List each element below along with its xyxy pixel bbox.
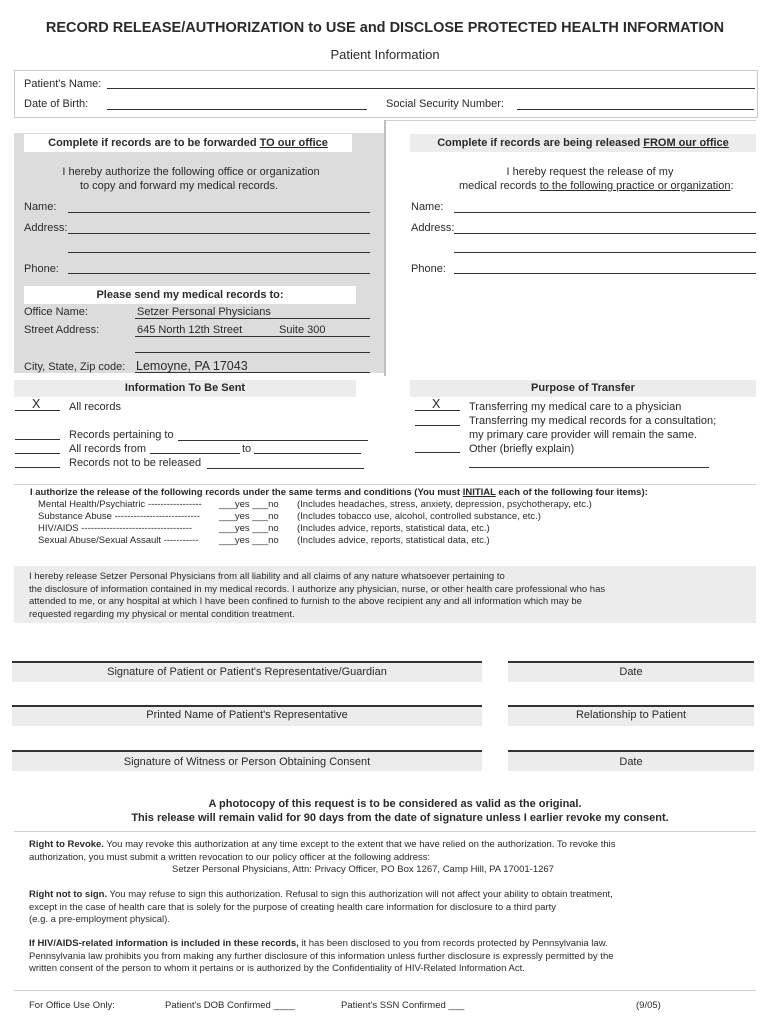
release-line: the disclosure of information contained in my medical records. I authorize any physician, nurse, or other health care professional who has: [29, 583, 606, 595]
notsign-line2: except in the case of health care that is solely for the purpose of creating health care information for disclosure to a third party: [29, 901, 557, 913]
condition-label: HIV/AIDS -----------------------------------: [38, 523, 193, 534]
hiv-line1: it has been disclosed to you from records protected by Pennsylvania law.: [298, 938, 608, 949]
right-not-to-sign: [29, 889, 613, 927]
purpose-other-field[interactable]: [469, 467, 709, 468]
hiv-title: If HIV/AIDS-related information is included in these records,: [29, 938, 299, 949]
all-records-mark: X: [32, 397, 41, 411]
printed-name-label: Printed Name of Patient's Representative: [146, 709, 348, 721]
all-records-check[interactable]: [15, 410, 60, 411]
from-office-header-underlined: FROM our office: [643, 137, 729, 149]
notsign-first-line: [29, 889, 613, 902]
revision-date: (9/05): [636, 1000, 661, 1011]
purpose-mark: X: [432, 397, 441, 411]
send-records-header: Please send my medical records to:: [24, 286, 356, 304]
city-label: City, State, Zip code:: [24, 361, 126, 373]
from-name-field[interactable]: [454, 212, 756, 213]
records-to-field[interactable]: [254, 453, 361, 454]
page-title: RECORD RELEASE/AUTHORIZATION to USE and DISCLOSE PROTECTED HEALTH INFORMATION: [45, 20, 725, 36]
to-office-auth-line1: I hereby authorize the following office or organization: [62, 166, 320, 178]
revoke-address: Setzer Personal Physicians, Attn: Privacy Officer, PO Box 1267, Camp Hill, PA 17001-1267: [172, 864, 554, 875]
from-office-req-line1: I hereby request the release of my: [506, 166, 674, 178]
dob-label: Date of Birth:: [24, 98, 89, 110]
purpose-line3: my primary care provider will remain the same.: [469, 429, 698, 441]
city-field[interactable]: [135, 372, 370, 373]
from-office-header: [410, 134, 756, 152]
conditions-intro-prefix: I authorize the release of the following records under the same terms and conditions (You must: [30, 487, 463, 498]
conditions-intro-suffix: each of the following four items):: [495, 487, 648, 498]
from-check[interactable]: [15, 453, 60, 454]
all-records-from-label: All records from: [69, 443, 147, 455]
from-req-underlined: to the following practice or organization: [539, 180, 731, 192]
condition-label: Sexual Abuse/Sexual Assault -----------: [38, 535, 199, 546]
to-phone-field[interactable]: [68, 273, 370, 274]
patient-signature-label: Signature of Patient or Patient's Representative/Guardian: [107, 666, 387, 678]
notsign-title: Right not to sign.: [29, 889, 108, 900]
info-sent-header: Information To Be Sent: [14, 380, 356, 397]
ssn-label: Social Security Number:: [386, 98, 504, 110]
hiv-line3: written consent of the person to whom it pertains or is authorized by the Confidentiality of HIV-Related Information Act.: [29, 963, 525, 974]
office-name-value: Setzer Personal Physicians: [137, 306, 271, 318]
conditions-intro: [30, 487, 648, 499]
condition-label: Mental Health/Psychiatric -----------------: [38, 499, 202, 510]
condition-answer[interactable]: ___yes ___no: [219, 511, 279, 522]
hiv-notice: [29, 938, 614, 976]
revoke-line2: authorization, you must submit a written revocation to our policy officer at the following address:: [29, 851, 431, 863]
from-name-label: Name:: [411, 201, 444, 213]
purpose-line2: Transferring my medical records for a consultation;: [469, 415, 717, 427]
patient-name-label: Patient's Name:: [24, 78, 102, 90]
not-released-check[interactable]: [15, 467, 60, 468]
to-office-auth-line2: to copy and forward my medical records.: [79, 180, 279, 192]
revoke-title: Right to Revoke.: [29, 839, 104, 850]
condition-note: (Includes advice, reports, statistical data, etc.): [297, 535, 490, 546]
office-name-label: Office Name:: [24, 306, 88, 318]
office-use-label: For Office Use Only:: [29, 1000, 115, 1011]
condition-note: (Includes advice, reports, statistical data, etc.): [297, 523, 490, 534]
from-address-field-2[interactable]: [454, 252, 756, 253]
page-subtitle: Patient Information: [330, 47, 440, 62]
condition-note: (Includes headaches, stress, anxiety, depression, psychotherapy, etc.): [297, 499, 592, 510]
street-address-field-2[interactable]: [135, 352, 370, 353]
from-address-label: Address:: [411, 222, 455, 234]
purpose-check-3[interactable]: [415, 452, 460, 453]
from-phone-field[interactable]: [454, 273, 756, 274]
to-name-field[interactable]: [68, 212, 370, 213]
ssn-field[interactable]: [517, 109, 754, 110]
from-office-req-line2: [459, 180, 734, 193]
condition-answer[interactable]: ___yes ___no: [219, 499, 279, 510]
purpose-line4: Other (briefly explain): [469, 443, 575, 455]
street-address-field[interactable]: [135, 336, 370, 337]
to-name-label: Name:: [24, 201, 57, 213]
from-req-suffix: :: [730, 180, 734, 192]
pertaining-check[interactable]: [15, 439, 60, 440]
notsign-line3: (e.g. a pre-employment physical).: [29, 914, 170, 925]
suite-value: Suite 300: [279, 324, 326, 336]
patient-name-field[interactable]: [107, 88, 755, 89]
condition-answer[interactable]: ___yes ___no: [219, 523, 279, 534]
hiv-line2: Pennsylvania law prohibits you from making any further disclosure of this information unless further disclosure is expressly permitted by the: [29, 950, 614, 962]
pertaining-label: Records pertaining to: [69, 429, 174, 441]
notsign-line1: You may refuse to sign this authorization. Refusal to sign this authorization will not affect your ability to obtain treatment,: [107, 889, 613, 900]
to-phone-label: Phone:: [24, 263, 59, 275]
to-office-header-text: Complete if records are to be forwarded: [48, 137, 260, 149]
to-address-label: Address:: [24, 222, 68, 234]
to-address-field[interactable]: [68, 233, 370, 234]
office-name-field[interactable]: [135, 318, 370, 319]
to-office-header: [24, 134, 352, 152]
right-panel-border: [386, 120, 756, 377]
revoke-line1: You may revoke this authorization at any time except to the extent that we have relied on the authorization. To revoke this: [103, 839, 616, 850]
purpose-line1: Transferring my medical care to a physician: [469, 401, 682, 413]
records-to-label: to: [242, 443, 252, 455]
date1-label: Date: [619, 666, 643, 678]
right-to-revoke: [29, 839, 616, 877]
pertaining-field[interactable]: [178, 440, 368, 441]
validity-line1: A photocopy of this request is to be considered as valid as the original.: [208, 798, 582, 810]
from-office-header-text: Complete if records are being released: [437, 137, 644, 149]
witness-signature-label: Signature of Witness or Person Obtaining Consent: [123, 756, 371, 768]
ssn-confirmed[interactable]: Patient's SSN Confirmed ___: [341, 1000, 465, 1011]
release-line: I hereby release Setzer Personal Physicians from all liability and all claims of any nature whatsoever pertaining to: [29, 571, 505, 582]
relationship-label: Relationship to Patient: [575, 709, 687, 721]
conditions-intro-underlined: INITIAL: [462, 487, 496, 498]
release-paragraph: [29, 571, 605, 621]
dob-confirmed[interactable]: Patient's DOB Confirmed ____: [165, 1000, 295, 1011]
street-address-label: Street Address:: [24, 324, 100, 336]
condition-label: Substance Abuse ---------------------------: [38, 511, 201, 522]
purpose-check-1[interactable]: [415, 410, 460, 411]
condition-answer[interactable]: ___yes ___no: [219, 535, 279, 546]
all-records-label: All records: [69, 401, 121, 413]
to-address-field-2[interactable]: [68, 252, 370, 253]
date2-label: Date: [619, 756, 643, 768]
condition-note: (Includes tobacco use, alcohol, controlled substance, etc.): [297, 511, 541, 522]
from-phone-label: Phone:: [411, 263, 446, 275]
dob-field[interactable]: [107, 109, 367, 110]
release-line: attended to me, or any hospital at which I have been confined to furnish to the above recipient any and all information which may be: [29, 596, 582, 607]
footer-divider: [14, 990, 756, 991]
validity-line2: This release will remain valid for 90 days from the date of signature unless I earlier revoke my consent.: [131, 812, 669, 824]
hiv-first-line: [29, 938, 614, 951]
release-line: requested regarding my physical or mental condition treatment.: [29, 608, 295, 620]
revoke-first-line: [29, 839, 616, 852]
city-value: Lemoyne, PA 17043: [136, 359, 248, 373]
records-from-field[interactable]: [150, 453, 240, 454]
not-released-label: Records not to be released: [69, 457, 202, 469]
from-req-prefix: medical records: [459, 180, 540, 192]
purpose-check-2[interactable]: [415, 425, 460, 426]
to-office-header-underlined: TO our office: [259, 137, 328, 149]
street-address-value: 645 North 12th Street: [137, 324, 243, 336]
from-address-field[interactable]: [454, 233, 756, 234]
not-released-field[interactable]: [207, 468, 364, 469]
purpose-header: Purpose of Transfer: [410, 380, 756, 397]
